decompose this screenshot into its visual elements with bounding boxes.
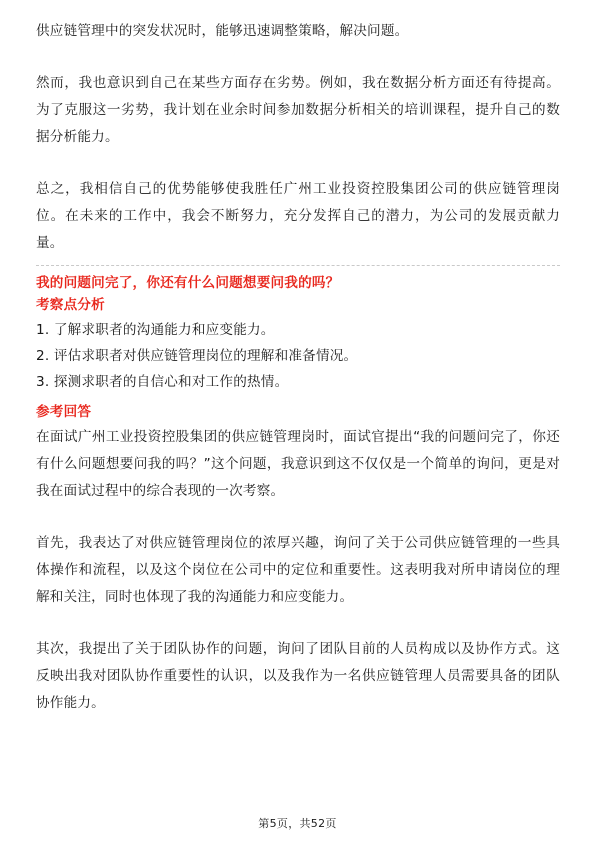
spacer [36, 611, 560, 636]
answer-heading: 参考回答 [36, 404, 92, 420]
spacer [36, 505, 560, 530]
analysis-item: 2. 评估求职者对供应链管理岗位的理解和准备情况。 [36, 348, 358, 364]
paragraph-continued: 供应链管理中的突发状况时，能够迅速调整策略，解决问题。 [36, 23, 409, 39]
spacer [36, 45, 560, 70]
paragraph-conclusion: 总之，我相信自己的优势能够使我胜任广州工业投资控股集团公司的供应链管理岗位。在未来的工作中，我会不断努力，充分发挥自己的潜力，为公司的发展贡献力量。 [36, 181, 560, 251]
spacer [36, 257, 560, 265]
answer-paragraph: 其次，我提出了关于团队协作的问题，询问了团队目前的人员构成以及协作方式。这反映出我对团队协作重要性的认识，以及我作为一名供应链管理人员需要具备的团队协作能力。 [36, 641, 560, 711]
analysis-heading: 考察点分析 [36, 297, 105, 313]
answer-paragraph: 首先，我表达了对供应链管理岗位的浓厚兴趣，询问了关于公司供应链管理的一些具体操作和流程，以及这个岗位在公司中的定位和重要性。这表明我对所申请岗位的理解和关注，同时也体现了我的沟通能力和应变能力。 [36, 535, 560, 605]
answer-paragraph: 在面试广州工业投资控股集团的供应链管理岗时，面试官提出“我的问题问完了，你还有什么问题想要问我的吗？”这个问题，我意识到这不仅仅是一个简单的询问，更是对我在面试过程中的综合表现的一次考察。 [36, 429, 560, 499]
page-number: 第5页，共52页 [258, 817, 337, 830]
analysis-item: 3. 探测求职者的自信心和对工作的热情。 [36, 374, 289, 390]
spacer [36, 151, 560, 176]
paragraph-weakness: 然而，我也意识到自己在某些方面存在劣势。例如，我在数据分析方面还有待提高。为了克服这一劣势，我计划在业余时间参加数据分析相关的培训课程，提升自己的数据分析能力。 [36, 75, 560, 145]
analysis-item: 1. 了解求职者的沟通能力和应变能力。 [36, 322, 275, 338]
interview-question: 我的问题问完了，你还有什么问题想要问我的吗？ [36, 275, 340, 291]
document-page [36, 18, 560, 717]
